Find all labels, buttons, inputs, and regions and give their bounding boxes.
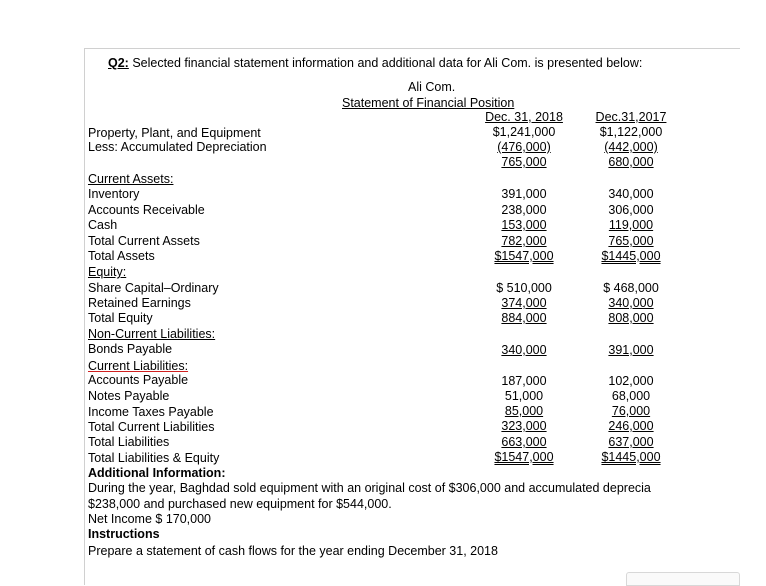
row-value-2018: 85,000: [504, 404, 544, 418]
statement-title: Statement of Financial Position: [342, 96, 515, 110]
row-value-2018: 391,000: [501, 187, 547, 201]
net-income: Net Income $ 170,000: [88, 512, 211, 526]
row-value-2017: 306,000: [608, 203, 654, 217]
row-value-2018: 782,000: [501, 234, 547, 248]
instructions-heading: Instructions: [88, 527, 160, 541]
row-label: Total Liabilities & Equity: [88, 451, 220, 465]
horizontal-scrollbar[interactable]: [626, 572, 740, 586]
row-value-2018: 238,000: [501, 203, 547, 217]
row-value-2018: 51,000: [504, 389, 544, 403]
row-value-2017: $1445,000: [601, 249, 661, 263]
row-value-2018: $ 510,000: [496, 281, 552, 295]
question-line: [108, 56, 642, 70]
row-value-2017: 76,000: [611, 404, 651, 418]
instructions-text: Prepare a statement of cash flows for the year ending December 31, 2018: [88, 544, 498, 558]
ppe-2018: $1,241,000: [492, 125, 556, 139]
accum-depr-2017: (442,000): [604, 140, 658, 154]
additional-info-heading: Additional Information:: [88, 466, 226, 480]
row-value-2018: 663,000: [501, 435, 547, 449]
additional-info-line1: During the year, Baghdad sold equipment with an original cost of $306,000 and accumulated deprecia: [88, 481, 651, 495]
row-label: Retained Earnings: [88, 296, 191, 310]
row-label: Notes Payable: [88, 389, 170, 403]
row-value-2017: 102,000: [608, 374, 654, 388]
row-label: Accounts Payable: [88, 373, 189, 387]
current-liabilities-heading: Current Liabilities:: [88, 359, 189, 373]
ppe-label: Property, Plant, and Equipment: [88, 126, 261, 140]
column-header-2018: Dec. 31, 2018: [485, 110, 563, 124]
row-value-2018: $1547,000: [494, 450, 554, 464]
row-value-2018: 153,000: [501, 218, 547, 232]
row-value-2018: 374,000: [501, 296, 547, 310]
row-value-2018: 323,000: [501, 419, 547, 433]
net-ppe-2018: 765,000: [501, 155, 547, 169]
row-value-2017: 340,000: [608, 296, 654, 310]
row-value-2017: 119,000: [608, 218, 654, 232]
row-label: Accounts Receivable: [88, 203, 205, 217]
row-label: Total Current Assets: [88, 234, 200, 248]
row-label: Share Capital–Ordinary: [88, 281, 219, 295]
row-label: Bonds Payable: [88, 342, 173, 356]
row-label: Total Liabilities: [88, 435, 170, 449]
accum-depr-2018: (476,000): [497, 140, 551, 154]
row-label: Total Current Liabilities: [88, 420, 215, 434]
row-label: Income Taxes Payable: [88, 405, 214, 419]
row-value-2018: $1547,000: [494, 249, 554, 263]
accum-depr-label: Less: Accumulated Depreciation: [88, 140, 267, 154]
row-value-2018: 884,000: [501, 311, 547, 325]
ppe-2017: $1,122,000: [599, 125, 663, 139]
company-name: Ali Com.: [408, 80, 456, 94]
row-value-2017: 68,000: [611, 389, 651, 403]
row-label: Cash: [88, 218, 118, 232]
page-left-border: [84, 48, 85, 585]
equity-heading: Equity:: [88, 265, 127, 279]
question-label: Q2:: [108, 56, 129, 70]
additional-info-line2: $238,000 and purchased new equipment for $544,000.: [88, 497, 392, 511]
row-value-2017: $1445,000: [601, 450, 661, 464]
column-header-2017: Dec.31,2017: [595, 110, 667, 124]
row-value-2018: 187,000: [501, 374, 547, 388]
row-value-2017: 765,000: [608, 234, 654, 248]
row-value-2017: $ 468,000: [603, 281, 659, 295]
row-value-2017: 246,000: [608, 419, 654, 433]
row-value-2017: 391,000: [608, 343, 654, 357]
noncurrent-liabilities-heading: Non-Current Liabilities:: [88, 327, 216, 341]
row-label: Inventory: [88, 187, 140, 201]
question-text: Selected financial statement information and additional data for Ali Com. is presented below:: [128, 56, 643, 70]
row-value-2017: 340,000: [608, 187, 654, 201]
net-ppe-2017: 680,000: [608, 155, 654, 169]
page-top-border: [84, 48, 740, 49]
current-assets-heading: Current Assets:: [88, 172, 174, 186]
row-value-2017: 808,000: [608, 311, 654, 325]
row-label: Total Equity: [88, 311, 153, 325]
row-label: Total Assets: [88, 249, 155, 263]
row-value-2018: 340,000: [501, 343, 547, 357]
row-value-2017: 637,000: [608, 435, 654, 449]
